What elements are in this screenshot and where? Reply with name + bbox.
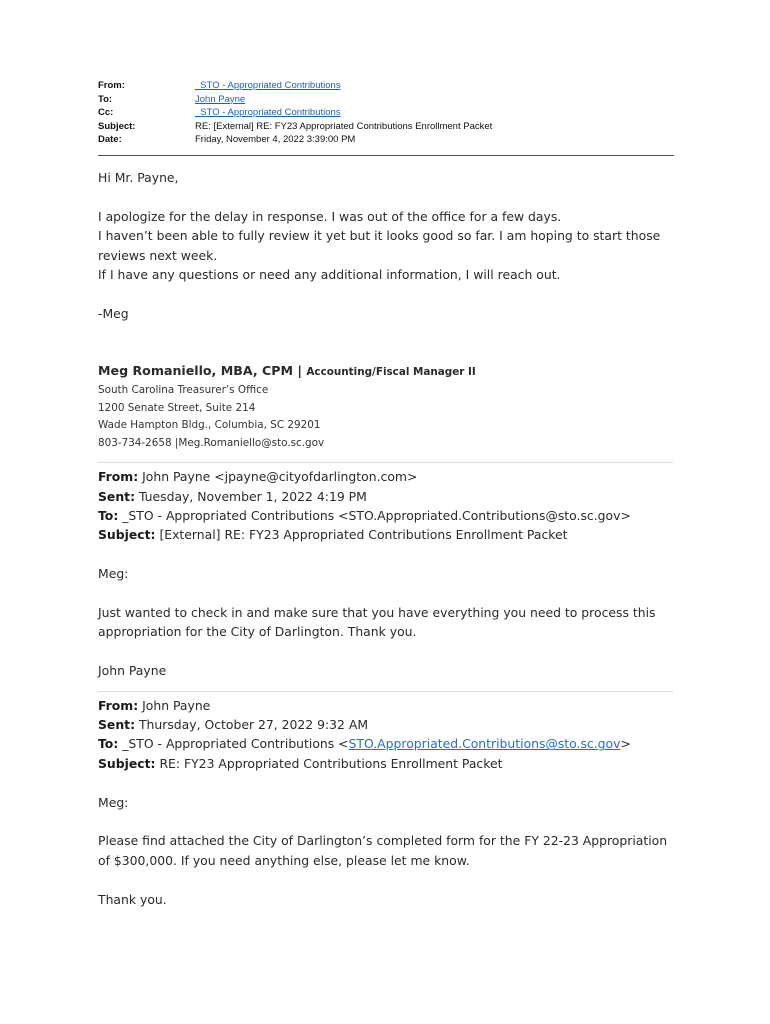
subject-value: RE: [External] RE: FY23 Appropriated Contributions Enrollment Packet [195, 120, 493, 132]
spacer [98, 545, 673, 564]
signature-name-line [98, 361, 673, 382]
quoted-sent-line [98, 487, 673, 506]
quoted2-subject-line [98, 754, 673, 773]
quoted-to-value: _STO - Appropriated Contributions <STO.Appropriated.Contributions@sto.sc.gov> [118, 508, 631, 524]
reply-line-2: I haven’t been able to fully review it yet but it looks good so far. I am hoping to start those reviews next week. [98, 228, 661, 263]
signature-title: Accounting/Fiscal Manager II [306, 366, 476, 379]
date-value: Friday, November 4, 2022 3:39:00 PM [195, 134, 356, 146]
signature-address-2: Wade Hampton Bldg., Columbia, SC 29201 [98, 419, 321, 432]
quoted-sent-value: Tuesday, November 1, 2022 4:19 PM [135, 488, 367, 504]
quoted2-from-label: From: [98, 697, 139, 713]
quoted-message-1 [98, 467, 673, 680]
to-link[interactable]: John Payne [195, 93, 246, 105]
quoted2-greeting: Meg: [98, 794, 129, 810]
quoted-signoff: John Payne [98, 663, 167, 679]
message-separator [98, 462, 673, 463]
spacer [98, 323, 673, 361]
cc-link[interactable]: _STO - Appropriated Contributions [195, 107, 341, 119]
spacer [98, 584, 673, 603]
quoted2-to-email-link[interactable]: STO.Appropriated.Contributions@sto.sc.gov [348, 736, 621, 752]
header-from-row [98, 79, 674, 93]
quoted-body: Just wanted to check in and make sure that you have everything you need to process this appropriation for the City of Darlington. Thank you. [98, 605, 656, 640]
quoted-from-value: John Payne <jpayne@cityofdarlington.com> [138, 469, 418, 485]
header-cc-row [98, 106, 674, 120]
signature-address-1: 1200 Senate Street, Suite 214 [98, 401, 256, 414]
quoted2-to-prefix: _STO - Appropriated Contributions < [118, 736, 349, 752]
quoted-subject-line [98, 525, 673, 544]
from-label: From: [98, 80, 125, 91]
to-label: To: [98, 93, 113, 105]
cc-label: Cc: [98, 107, 114, 119]
quoted2-to-line [98, 734, 673, 753]
spacer [98, 773, 673, 792]
quoted-to-line [98, 506, 673, 525]
spacer [98, 187, 673, 206]
email-header [98, 79, 674, 147]
quoted-subject-label: Subject: [98, 527, 156, 543]
signature-contact: 803-734-2658 |Meg.Romaniello@sto.sc.gov [98, 436, 325, 449]
spacer [98, 642, 673, 661]
quoted2-body: Please find attached the City of Darlington’s completed form for the FY 22-23 Appropriation of $300,000. If you need anything else, please let me know. [98, 833, 668, 868]
quoted-sent-label: Sent: [98, 488, 136, 504]
header-date-row [98, 133, 674, 147]
reply-line-3: If I have any questions or need any additional information, I will reach out. [98, 267, 561, 283]
reply-line-1: I apologize for the delay in response. I was out of the office for a few days. [98, 208, 562, 224]
email-body [98, 168, 673, 909]
quoted-from-label: From: [98, 469, 139, 485]
date-label: Date: [98, 134, 122, 146]
quoted2-from-line [98, 696, 673, 715]
message-separator [98, 691, 673, 692]
quoted-to-label: To: [98, 508, 119, 524]
signature-block [98, 361, 673, 452]
signature-org: South Carolina Treasurer’s Office [98, 384, 269, 397]
quoted-subject-value: [External] RE: FY23 Appropriated Contributions Enrollment Packet [155, 527, 568, 543]
quoted2-subject-label: Subject: [98, 755, 156, 771]
signature-name: Meg Romaniello, MBA, CPM [98, 363, 294, 379]
quoted2-sent-label: Sent: [98, 717, 136, 733]
quoted2-subject-value: RE: FY23 Appropriated Contributions Enrollment Packet [155, 755, 503, 771]
spacer [98, 284, 673, 303]
reply-greeting: Hi Mr. Payne, [98, 170, 179, 185]
header-subject-row [98, 120, 674, 134]
spacer [98, 870, 673, 889]
quoted2-to-suffix: > [620, 736, 631, 752]
subject-label: Subject: [98, 120, 136, 132]
quoted2-to-label: To: [98, 736, 119, 752]
quoted-from-line [98, 467, 673, 486]
quoted2-signoff: Thank you. [98, 891, 167, 907]
spacer [98, 812, 673, 831]
quoted-greeting: Meg: [98, 566, 129, 582]
signature-separator: | [293, 363, 307, 379]
quoted-message-2 [98, 696, 673, 909]
quoted2-sent-line [98, 715, 673, 734]
quoted2-from-value: John Payne [138, 697, 211, 713]
header-to-row [98, 93, 674, 107]
from-link[interactable]: _STO - Appropriated Contributions [195, 80, 341, 91]
quoted2-sent-value: Thursday, October 27, 2022 9:32 AM [135, 717, 369, 733]
header-divider [98, 155, 674, 156]
reply-signoff: -Meg [98, 305, 129, 321]
